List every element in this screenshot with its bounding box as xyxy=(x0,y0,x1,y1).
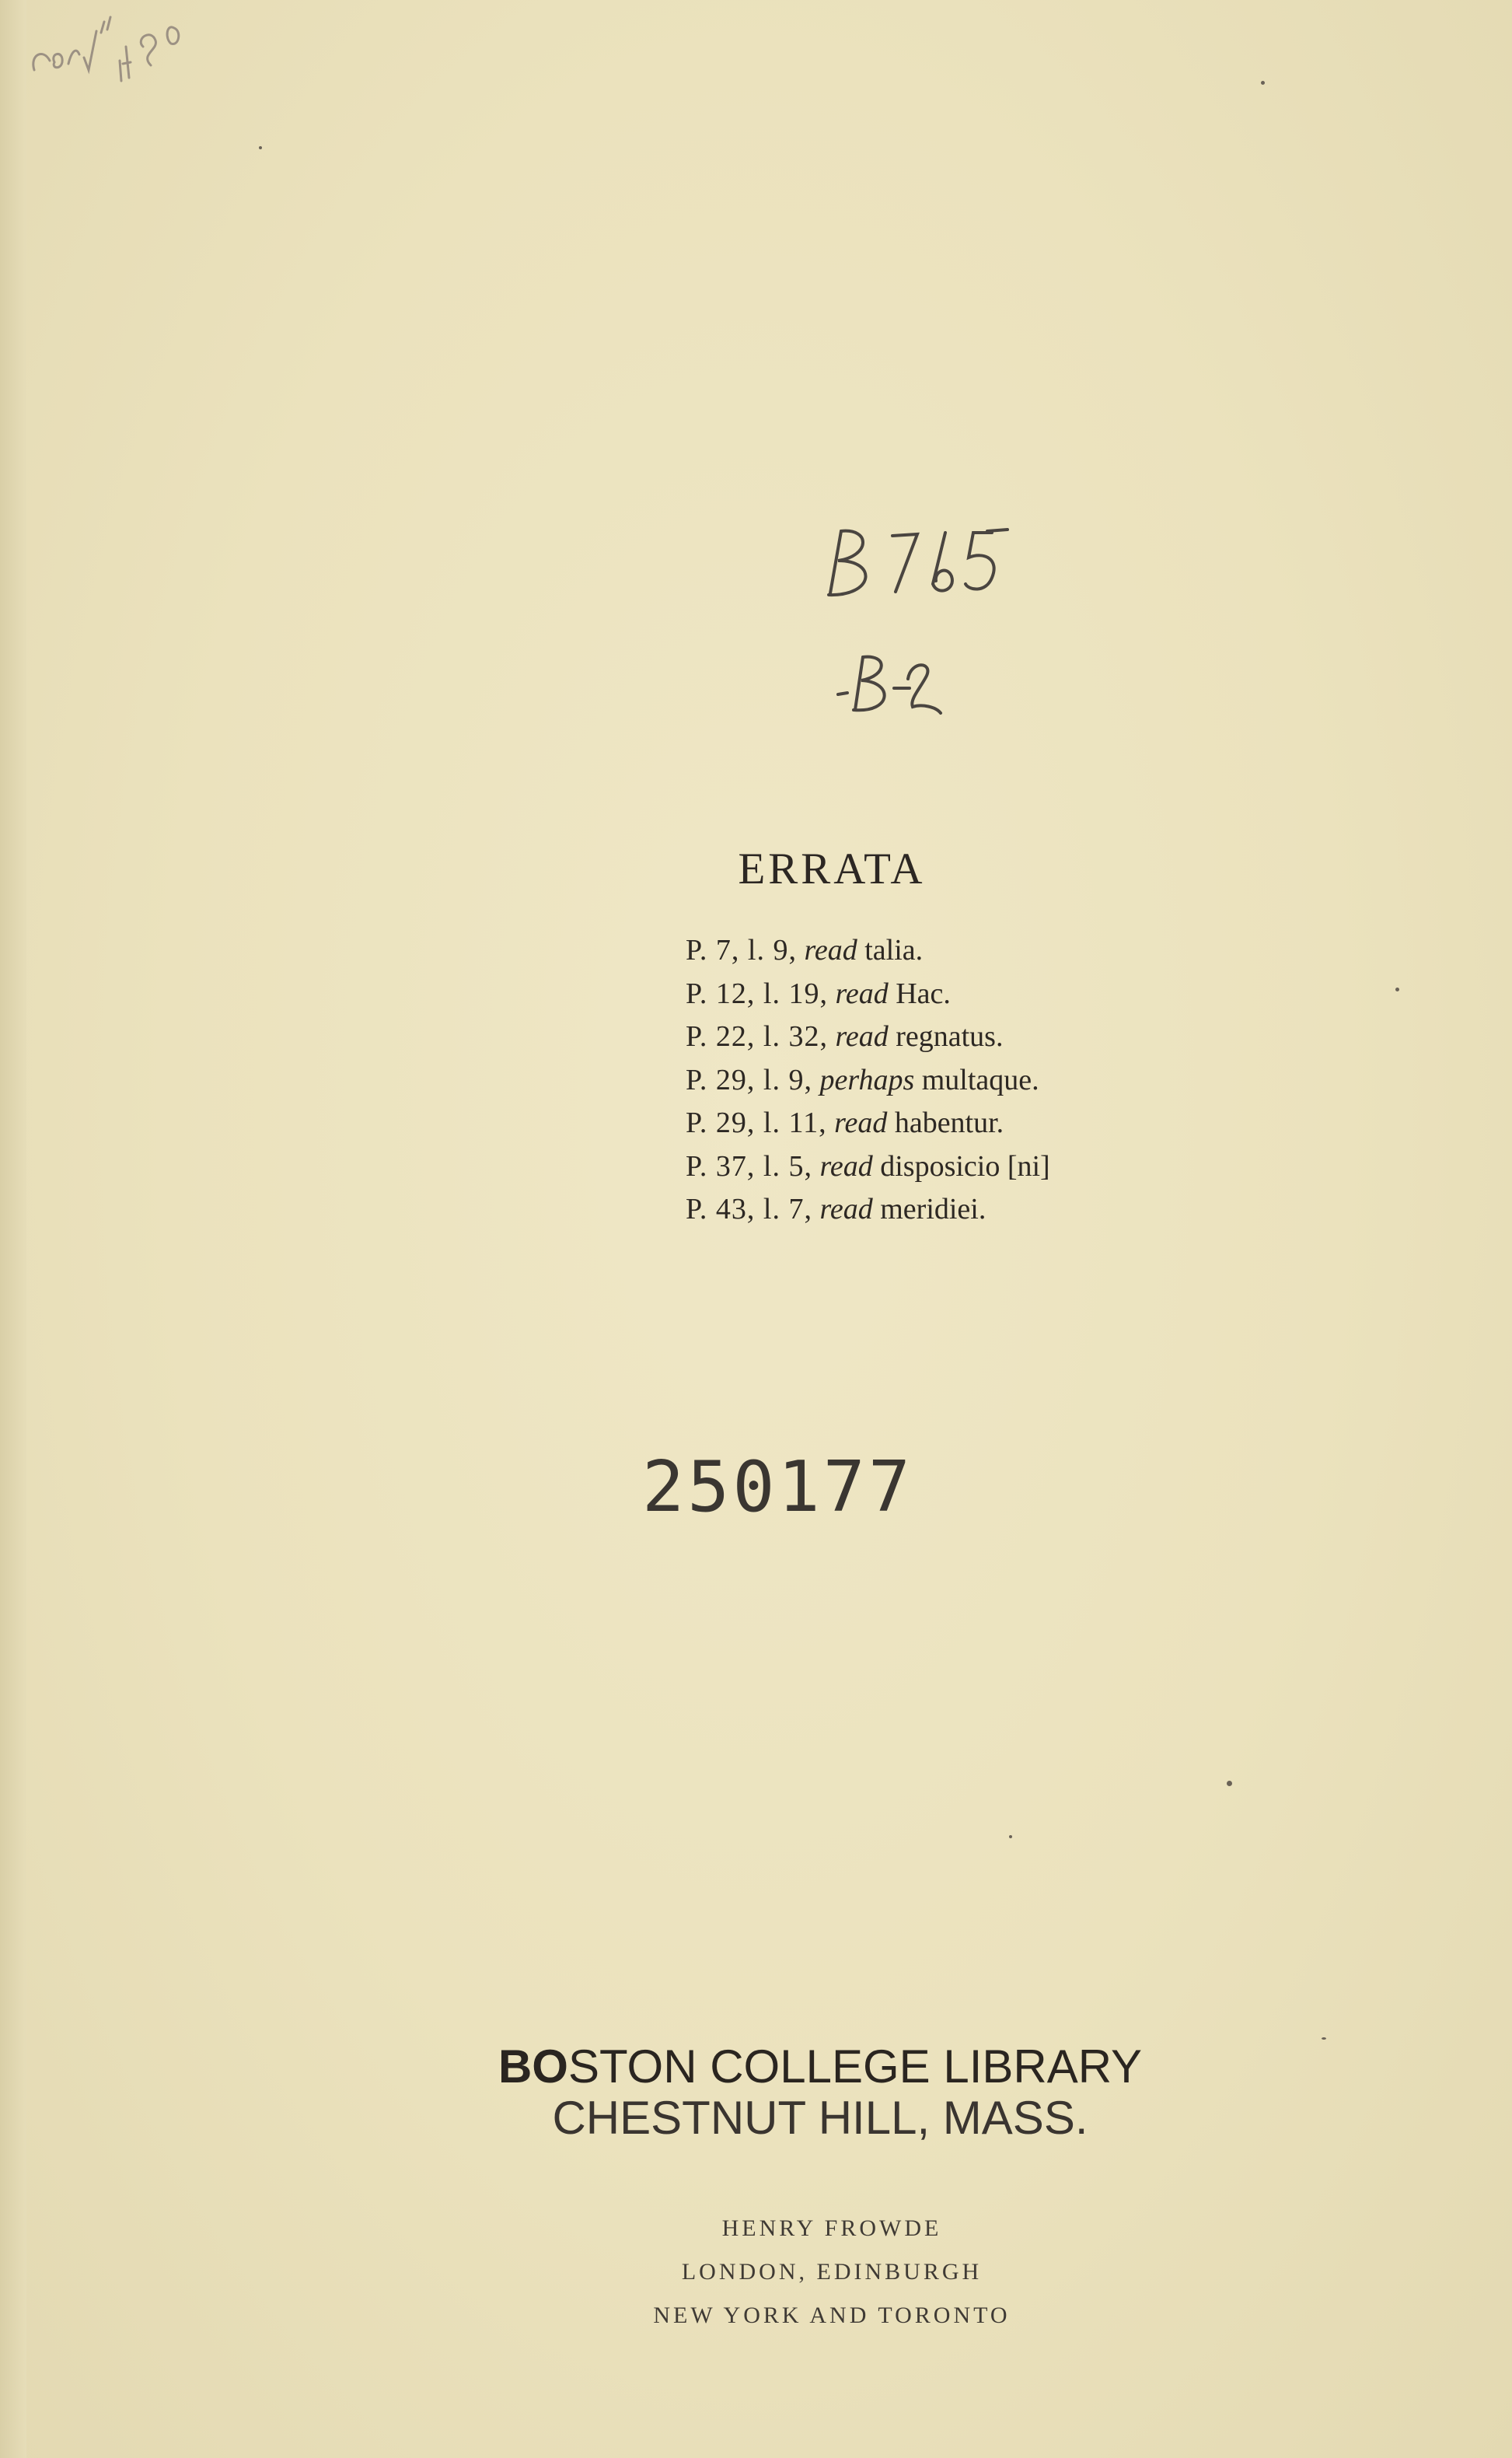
errata-instruction: read xyxy=(835,977,889,1010)
errata-entry xyxy=(686,1102,1050,1145)
library-stamp-line1 xyxy=(0,2041,1512,2093)
errata-instruction: read xyxy=(819,1193,873,1226)
library-stamp-line2: CHESTNUT HILL, MASS. xyxy=(552,2092,1088,2144)
imprint-line2: LONDON, EDINBURGH xyxy=(681,2259,983,2285)
errata-entry xyxy=(686,929,1050,973)
errata-correction: habentur. xyxy=(894,1107,1004,1139)
errata-correction: disposicio [ni] xyxy=(880,1149,1050,1183)
errata-instruction: read xyxy=(804,934,857,967)
accession-number-stamp: 250177 xyxy=(642,1446,914,1528)
paper-speck xyxy=(259,146,262,149)
errata-page-ref: P. 12, l. 19, xyxy=(686,977,828,1010)
library-stamp xyxy=(0,2041,1512,2144)
errata-instruction: read xyxy=(819,1149,873,1183)
errata-correction: regnatus. xyxy=(896,1020,1004,1053)
imprint-line3: NEW YORK AND TORONTO xyxy=(653,2302,1011,2328)
library-stamp-name: STON COLLEGE LIBRARY xyxy=(567,2040,1143,2093)
errata-page-ref: P. 29, l. 9, xyxy=(686,1063,812,1096)
errata-correction: meridiei. xyxy=(880,1193,986,1226)
paper-speck xyxy=(1227,1781,1232,1786)
paper-speck xyxy=(1009,1835,1012,1838)
errata-correction: multaque. xyxy=(921,1063,1039,1096)
errata-instruction: perhaps xyxy=(819,1063,915,1096)
errata-entry xyxy=(686,1188,1050,1232)
publisher-imprint xyxy=(0,2207,1512,2337)
pencil-annotation xyxy=(26,0,205,101)
library-stamp-bold-prefix: BO xyxy=(498,2040,568,2093)
errata-page-ref: P. 37, l. 5, xyxy=(686,1149,812,1183)
imprint-line1: HENRY FROWDE xyxy=(721,2215,942,2241)
errata-instruction: read xyxy=(835,1020,889,1053)
errata-correction: talia. xyxy=(864,934,924,967)
shelfmark-handwriting xyxy=(793,509,1073,735)
paper-speck xyxy=(1395,988,1399,991)
shelfmark xyxy=(793,509,1073,735)
errata-correction: Hac. xyxy=(896,977,951,1010)
paper-speck xyxy=(1322,2037,1326,2040)
errata-page-ref: P. 7, l. 9, xyxy=(686,934,797,967)
paper-speck xyxy=(1261,81,1265,85)
errata-entry xyxy=(686,1059,1050,1103)
errata-instruction: read xyxy=(834,1107,888,1139)
errata-page-ref: P. 22, l. 32, xyxy=(686,1020,828,1053)
errata-entry xyxy=(686,1016,1050,1059)
errata-entry xyxy=(686,1145,1050,1189)
errata-title: ERRATA xyxy=(738,844,926,893)
errata-entry xyxy=(686,973,1050,1016)
errata-list xyxy=(686,929,1050,1232)
errata-page-ref: P. 43, l. 7, xyxy=(686,1193,812,1226)
errata-page-ref: P. 29, l. 11, xyxy=(686,1107,827,1139)
